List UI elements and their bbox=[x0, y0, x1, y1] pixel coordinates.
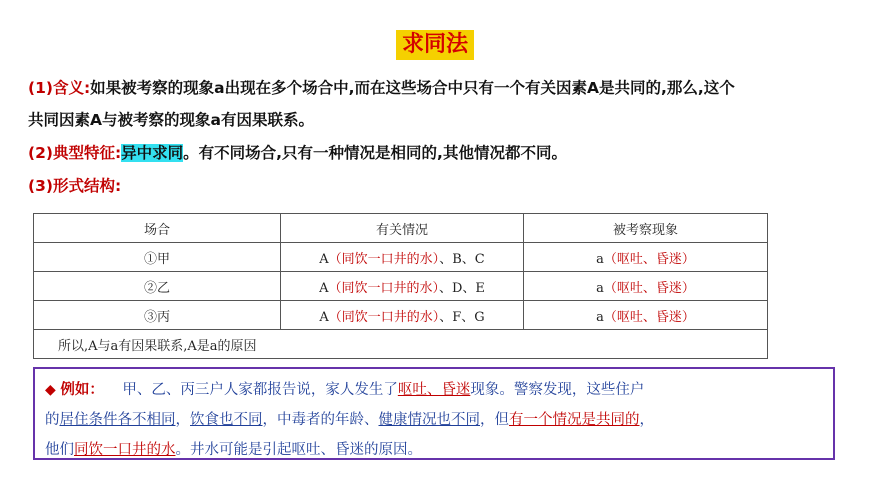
table-cell-factor bbox=[281, 301, 524, 330]
table-header-factor: 有关情况 bbox=[281, 214, 524, 243]
table-cell-phenomenon bbox=[524, 301, 768, 330]
example-text-7: ， bbox=[639, 412, 654, 428]
example-line-2 bbox=[45, 405, 825, 435]
example-underline-2: 居住条件各不相同 bbox=[59, 412, 176, 428]
definition-text-2: 共同因素A与被考察的现象a有因果联系。 bbox=[28, 111, 314, 129]
factor-rest: 、D、E bbox=[438, 280, 485, 296]
title-wrap bbox=[0, 30, 870, 60]
table-header-phenomenon: 被考察现象 bbox=[524, 214, 768, 243]
example-text-3: 的 bbox=[45, 412, 60, 428]
factor-note: （同饮一口井的水） bbox=[328, 280, 439, 296]
factor-rest: 、F、G bbox=[439, 309, 485, 325]
example-text-8: 他们 bbox=[45, 442, 74, 458]
factor-a: A bbox=[319, 309, 329, 325]
example-underline-5: 有一个情况是共同的 bbox=[509, 412, 640, 428]
table-header-row bbox=[34, 214, 768, 243]
feature-label: (2)典型特征: bbox=[28, 144, 122, 162]
example-text-4: ， bbox=[175, 412, 190, 428]
factor-note: （同饮一口井的水） bbox=[328, 309, 440, 325]
example-line-3 bbox=[45, 435, 825, 465]
example-text-2: 现象。警察发现，这些住户 bbox=[470, 382, 645, 398]
factor-a: A bbox=[319, 280, 329, 296]
feature-text: 。有不同场合,只有一种情况是相同的,其他情况都不同。 bbox=[183, 144, 567, 162]
feature-highlight: 异中求同 bbox=[121, 144, 184, 162]
structure-line bbox=[28, 174, 121, 196]
table-header-case: 场合 bbox=[34, 214, 281, 243]
factor-rest: 、B、C bbox=[439, 251, 485, 267]
table-row bbox=[34, 301, 768, 330]
table-cell-factor bbox=[281, 272, 524, 301]
phen-note: （呕吐、昏迷） bbox=[603, 309, 695, 325]
example-text-1: 甲、乙、丙三户人家都报告说，家人发生了 bbox=[122, 382, 398, 398]
structure-table bbox=[33, 213, 768, 359]
diamond-bullet-icon: ◆ bbox=[45, 382, 56, 398]
table-row bbox=[34, 272, 768, 301]
feature-line bbox=[28, 141, 567, 163]
example-underline-4: 健康情况也不同 bbox=[378, 412, 480, 428]
table-cell-phenomenon bbox=[524, 272, 768, 301]
example-label: 例如： bbox=[60, 381, 104, 398]
phen-a: a bbox=[596, 309, 604, 325]
table-cell-case: ②乙 bbox=[34, 272, 281, 301]
table-conclusion: 所以,A与a有因果联系,A是a的原因 bbox=[34, 330, 768, 359]
phen-note: （呕吐、昏迷） bbox=[603, 280, 695, 296]
structure-label: (3)形式结构: bbox=[28, 177, 122, 195]
example-box bbox=[33, 367, 835, 460]
definition-line-2 bbox=[28, 108, 314, 130]
table-cell-phenomenon bbox=[524, 243, 768, 272]
page-title: 求同法 bbox=[396, 30, 474, 60]
factor-note: （同饮一口井的水） bbox=[328, 251, 440, 267]
definition-line-1 bbox=[28, 76, 735, 98]
definition-text-1: 如果被考察的现象a出现在多个场合中,而在这些场合中只有一个有关因素A是共同的,那么,这个 bbox=[90, 79, 735, 97]
example-text-5: ，中毒者的年龄、 bbox=[262, 412, 379, 428]
example-line-1 bbox=[45, 375, 825, 405]
phen-a: a bbox=[596, 251, 604, 267]
definition-label: (1)含义: bbox=[28, 79, 91, 97]
table-row bbox=[34, 243, 768, 272]
table-cell-factor bbox=[281, 243, 524, 272]
factor-a: A bbox=[319, 251, 329, 267]
example-underline-6: 同饮一口井的水 bbox=[74, 442, 176, 458]
phen-note: （呕吐、昏迷） bbox=[603, 251, 695, 267]
table-conclusion-row bbox=[34, 330, 768, 359]
table-cell-case: ①甲 bbox=[34, 243, 281, 272]
table-cell-case: ③丙 bbox=[34, 301, 281, 330]
example-underline-1: 呕吐、昏迷 bbox=[397, 382, 471, 398]
phen-a: a bbox=[596, 280, 604, 296]
example-text-9: 。井水可能是引起呕吐、昏迷的原因。 bbox=[175, 442, 422, 458]
example-underline-3: 饮食也不同 bbox=[190, 412, 263, 428]
example-text-6: ，但 bbox=[480, 412, 509, 428]
